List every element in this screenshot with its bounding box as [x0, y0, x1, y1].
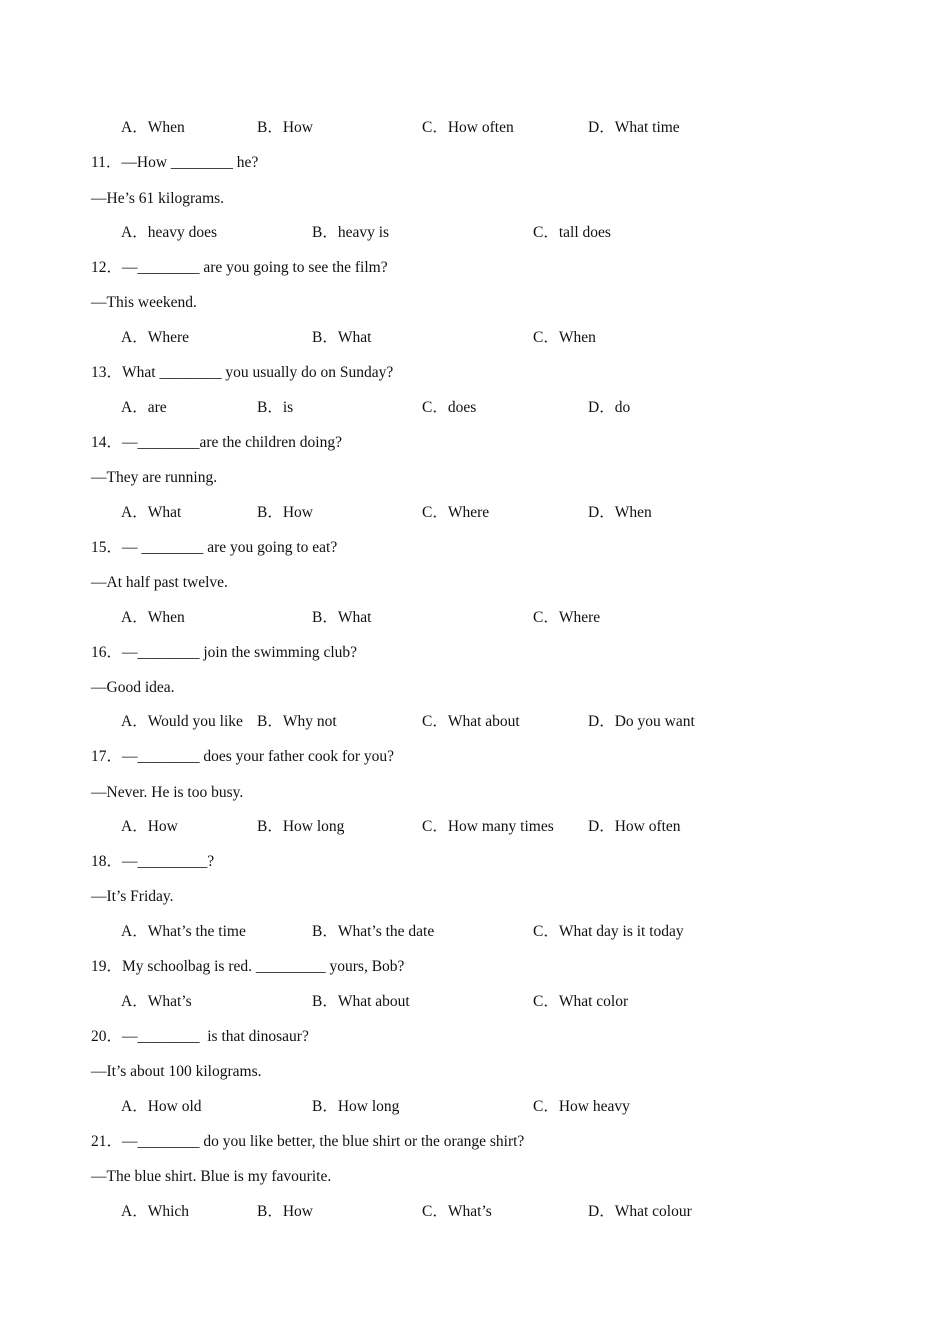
option-c[interactable]: C．What’s: [422, 1203, 492, 1220]
option-b[interactable]: B．What’s the date: [312, 923, 435, 940]
question-reply: —Never. He is too busy.: [91, 784, 244, 801]
question-stem: 19．My schoolbag is red. _________ yours, Bob?: [91, 958, 405, 975]
question-stem: 12．—________ are you going to see the film?: [91, 259, 388, 276]
option-b[interactable]: B．How: [257, 119, 313, 136]
option-c[interactable]: C．What color: [533, 993, 629, 1010]
question-stem: 17．—________ does your father cook for you?: [91, 748, 395, 765]
option-c[interactable]: C．What about: [422, 713, 520, 730]
option-a[interactable]: A．What’s the time: [121, 923, 246, 940]
option-a[interactable]: A．When: [121, 609, 185, 626]
option-b[interactable]: B．How: [257, 504, 313, 521]
question-stem: 11．—How ________ he?: [91, 154, 259, 171]
question-stem: 14．—________are the children doing?: [91, 434, 342, 451]
question-stem: 13．What ________ you usually do on Sunday?: [91, 364, 394, 381]
question-reply: —This weekend.: [91, 294, 197, 311]
option-a[interactable]: A．What’s: [121, 993, 192, 1010]
option-a[interactable]: A．What: [121, 504, 182, 521]
question-reply: —He’s 61 kilograms.: [91, 190, 225, 207]
option-c[interactable]: C．How often: [422, 119, 514, 136]
option-a[interactable]: A．When: [121, 119, 185, 136]
option-c[interactable]: C．How heavy: [533, 1098, 630, 1115]
question-reply: —Good idea.: [91, 679, 175, 696]
option-b[interactable]: B．Why not: [257, 713, 337, 730]
question-reply: —It’s Friday.: [91, 888, 174, 905]
option-d[interactable]: D．What colour: [588, 1203, 692, 1220]
question-stem: 15．— ________ are you going to eat?: [91, 539, 338, 556]
question-stem: 16．—________ join the swimming club?: [91, 644, 358, 661]
option-b[interactable]: B．How long: [312, 1098, 400, 1115]
option-d[interactable]: D．do: [588, 399, 631, 416]
option-a[interactable]: A．How old: [121, 1098, 202, 1115]
option-a[interactable]: A．heavy does: [121, 224, 217, 241]
question-stem: 18．—_________?: [91, 853, 215, 870]
option-b[interactable]: B．heavy is: [312, 224, 390, 241]
option-c[interactable]: C．How many times: [422, 818, 554, 835]
option-a[interactable]: A．Would you like: [121, 713, 243, 730]
option-b[interactable]: B．is: [257, 399, 294, 416]
option-a[interactable]: A．Where: [121, 329, 189, 346]
option-c[interactable]: C．does: [422, 399, 477, 416]
question-reply: —They are running.: [91, 469, 218, 486]
option-c[interactable]: C．When: [533, 329, 596, 346]
option-b[interactable]: B．What about: [312, 993, 410, 1010]
question-reply: —It’s about 100 kilograms.: [91, 1063, 262, 1080]
option-d[interactable]: D．Do you want: [588, 713, 695, 730]
question-reply: —The blue shirt. Blue is my favourite.: [91, 1168, 332, 1185]
option-b[interactable]: B．How long: [257, 818, 345, 835]
option-d[interactable]: D．How often: [588, 818, 681, 835]
option-a[interactable]: A．are: [121, 399, 167, 416]
option-b[interactable]: B．How: [257, 1203, 313, 1220]
option-c[interactable]: C．What day is it today: [533, 923, 684, 940]
question-stem: 21．—________ do you like better, the blue shirt or the orange shirt?: [91, 1133, 525, 1150]
option-b[interactable]: B．What: [312, 329, 372, 346]
option-c[interactable]: C．tall does: [533, 224, 611, 241]
option-d[interactable]: D．When: [588, 504, 652, 521]
option-c[interactable]: C．Where: [533, 609, 601, 626]
question-reply: —At half past twelve.: [91, 574, 228, 591]
option-d[interactable]: D．What time: [588, 119, 680, 136]
question-stem: 20．—________ is that dinosaur?: [91, 1028, 309, 1045]
option-c[interactable]: C．Where: [422, 504, 490, 521]
option-a[interactable]: A．Which: [121, 1203, 190, 1220]
option-a[interactable]: A．How: [121, 818, 178, 835]
option-b[interactable]: B．What: [312, 609, 372, 626]
